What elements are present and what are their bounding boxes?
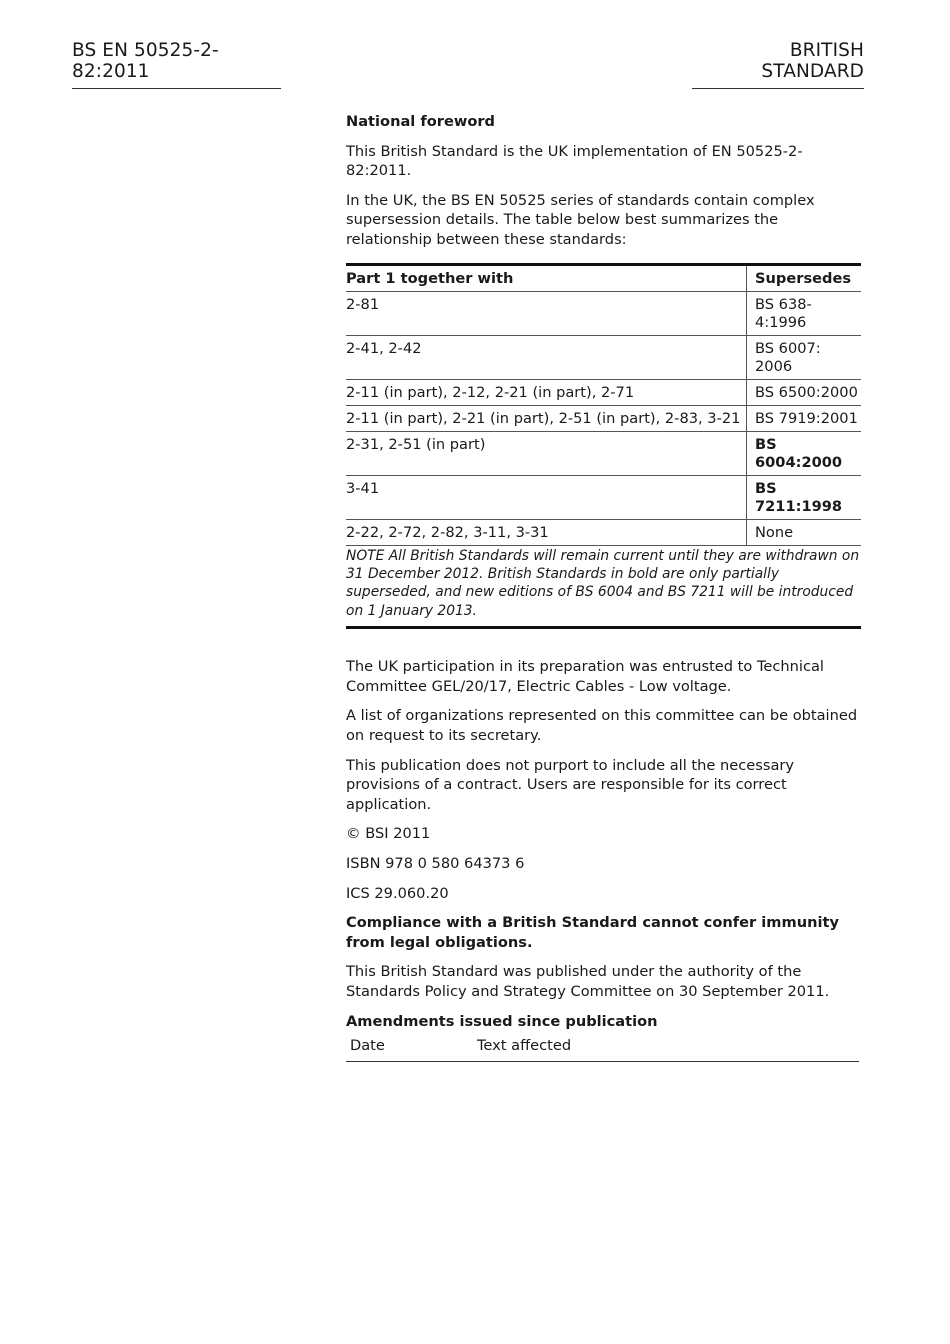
cell-parts: 2-31, 2-51 (in part)	[346, 431, 747, 475]
table-header-row	[346, 264, 861, 291]
foreword-title: National foreword	[346, 113, 496, 130]
committee-paragraph: The UK participation in its preparation was entrusted to Technical Committee GEL/20/17, Electric Cables - Low voltage.	[346, 658, 824, 695]
cell-parts: 2-41, 2-42	[346, 335, 747, 379]
supersession-table	[346, 263, 861, 630]
main-content	[346, 112, 861, 1062]
isbn: ISBN 978 0 580 64373 6	[346, 854, 525, 872]
cell-supersedes: None	[747, 519, 862, 545]
cell-supersedes-bold: BS 7211:1998	[747, 475, 862, 519]
amendments-title: Amendments issued since publication	[346, 1012, 658, 1030]
table-note-row	[346, 545, 861, 628]
cell-supersedes: BS 638-4:1996	[747, 291, 862, 335]
table-row	[346, 519, 861, 545]
header-british-standard: BRITISH STANDARD	[692, 40, 864, 89]
cell-supersedes-bold: BS 6004:2000	[747, 431, 862, 475]
cell-parts: 2-11 (in part), 2-12, 2-21 (in part), 2-71	[346, 379, 747, 405]
compliance-statement: Compliance with a British Standard cannot confer immunity from legal obligations.	[346, 914, 839, 951]
amendments-table	[346, 1033, 859, 1062]
cell-parts: 3-41	[346, 475, 747, 519]
cell-parts: 2-22, 2-72, 2-82, 3-11, 3-31	[346, 519, 747, 545]
cell-parts: 2-81	[346, 291, 747, 335]
cell-parts: 2-11 (in part), 2-21 (in part), 2-51 (in part), 2-83, 3-21	[346, 405, 747, 431]
list-paragraph: A list of organizations represented on this committee can be obtained on request to its secretary.	[346, 707, 858, 744]
cell-supersedes: BS 7919:2001	[747, 405, 862, 431]
cell-supersedes: BS 6007: 2006	[747, 335, 862, 379]
copyright: © BSI 2011	[346, 825, 431, 843]
header-supersedes: Supersedes	[747, 264, 862, 291]
table-row	[346, 379, 861, 405]
table-note: NOTE All British Standards will remain current until they are withdrawn on 31 December 2012. British Standards in bold are only partially superseded, and new editions of BS 6004 and BS 7211 will be introduced on 1 January 2013.	[346, 547, 860, 619]
body-section	[346, 657, 861, 1062]
foreword-paragraph-1: This British Standard is the UK implementation of EN 50525-2-82:2011.	[346, 142, 803, 180]
table-row	[346, 475, 861, 519]
table-row	[346, 335, 861, 379]
published-paragraph: This British Standard was published under the authority of the Standards Policy and Strategy Committee on 30 September 2011.	[346, 963, 830, 1000]
contract-paragraph: This publication does not purport to include all the necessary provisions of a contract. Users are responsible for its correct application.	[346, 756, 795, 813]
amendments-col-date: Date	[346, 1033, 473, 1062]
cell-supersedes: BS 6500:2000	[747, 379, 862, 405]
header-document-id: BS EN 50525-2-82:2011	[72, 40, 281, 89]
foreword-paragraph-2: In the UK, the BS EN 50525 series of standards contain complex supersession details. The table below best summarizes the relationship between these standards:	[346, 191, 815, 248]
amendments-col-text: Text affected	[473, 1033, 860, 1062]
header-part1: Part 1 together with	[346, 264, 747, 291]
amendments-header-row	[346, 1033, 859, 1062]
table-row	[346, 291, 861, 335]
table-row	[346, 431, 861, 475]
table-row	[346, 405, 861, 431]
ics: ICS 29.060.20	[346, 884, 449, 902]
